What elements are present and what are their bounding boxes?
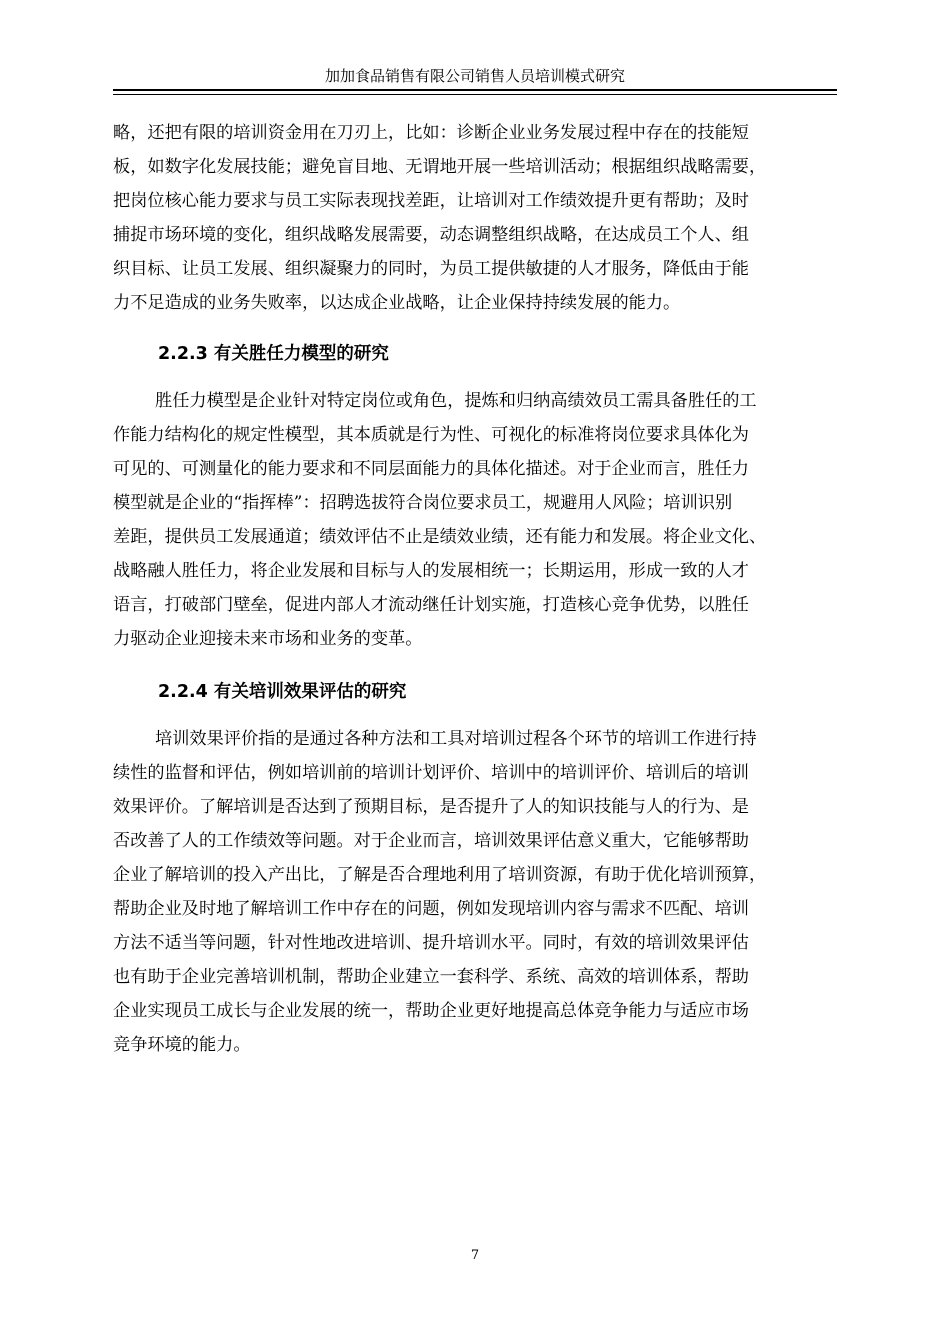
paragraph-training-evaluation xyxy=(113,722,841,1062)
text-line: 也有助于企业完善培训机制，帮助企业建立一套科学、系统、高效的培训体系，帮助 xyxy=(113,967,749,987)
text-line: 可见的、可测量化的能力要求和不同层面能力的具体化描述。对于企业而言，胜任力 xyxy=(113,459,749,479)
text-line: 效果评价。了解培训是否达到了预期目标，是否提升了人的知识技能与人的行为、是 xyxy=(113,797,749,817)
text-line: 否改善了人的工作绩效等问题。对于企业而言，培训效果评估意义重大，它能够帮助 xyxy=(113,831,749,851)
text-line: 续性的监督和评估，例如培训前的培训计划评价、培训中的培训评价、培训后的培训 xyxy=(113,763,749,783)
paragraph-competency-model xyxy=(113,384,841,656)
text-line: 略，还把有限的培训资金用在刀刃上，比如：诊断企业业务发展过程中存在的技能短 xyxy=(113,123,749,143)
header-rule-thick xyxy=(113,89,837,91)
text-line: 力不足造成的业务失败率，以达成企业战略，让企业保持持续发展的能力。 xyxy=(113,293,681,313)
paragraph-continuation xyxy=(113,116,841,320)
text-line: 企业了解培训的投入产出比，了解是否合理地利用了培训资源，有助于优化培训预算， xyxy=(113,865,767,885)
text-line: 差距，提供员工发展通道；绩效评估不止是绩效业绩，还有能力和发展。将企业文化、 xyxy=(113,527,767,547)
text-line: 捕捉市场环境的变化，组织战略发展需要，动态调整组织战略，在达成员工个人、组 xyxy=(113,225,749,245)
text-line: 战略融人胜任力，将企业发展和目标与人的发展相统一；长期运用，形成一致的人才 xyxy=(113,561,749,581)
text-line: 帮助企业及时地了解培训工作中存在的问题，例如发现培训内容与需求不匹配、培训 xyxy=(113,899,749,919)
text-line: 胜任力模型是企业针对特定岗位或角色，提炼和归纳高绩效员工需具备胜任的工 xyxy=(155,391,757,411)
section-heading-2-2-3: 2.2.3 有关胜任力模型的研究 xyxy=(158,344,389,364)
text-line: 企业实现员工成长与企业发展的统一，帮助企业更好地提高总体竞争能力与适应市场 xyxy=(113,1001,749,1021)
text-line: 培训效果评价指的是通过各种方法和工具对培训过程各个环节的培训工作进行持 xyxy=(155,729,757,749)
page-number: 7 xyxy=(470,1248,480,1263)
text-line: 语言，打破部门壁垒，促进内部人才流动继任计划实施，打造核心竞争优势，以胜任 xyxy=(113,595,749,615)
running-header-title: 加加食品销售有限公司销售人员培训模式研究 xyxy=(324,67,625,85)
text-line: 方法不适当等问题，针对性地改进培训、提升培训水平。同时，有效的培训效果评估 xyxy=(113,933,749,953)
header-rule-thin xyxy=(113,94,837,95)
section-heading-2-2-4: 2.2.4 有关培训效果评估的研究 xyxy=(158,682,407,702)
text-line: 板，如数字化发展技能；避免盲目地、无谓地开展一些培训活动；根据组织战略需要， xyxy=(113,157,767,177)
text-line: 力驱动企业迎接未来市场和业务的变革。 xyxy=(113,629,423,649)
text-line: 织目标、让员工发展、组织凝聚力的同时，为员工提供敏捷的人才服务，降低由于能 xyxy=(113,259,749,279)
text-line: 作能力结构化的规定性模型，其本质就是行为性、可视化的标准将岗位要求具体化为 xyxy=(113,425,749,445)
text-line: 模型就是企业的“指挥棒”：招聘选拔符合岗位要求员工，规避用人风险；培训识别 xyxy=(113,493,733,513)
text-line: 把岗位核心能力要求与员工实际表现找差距，让培训对工作绩效提升更有帮助；及时 xyxy=(113,191,749,211)
text-line: 竞争环境的能力。 xyxy=(113,1035,251,1055)
